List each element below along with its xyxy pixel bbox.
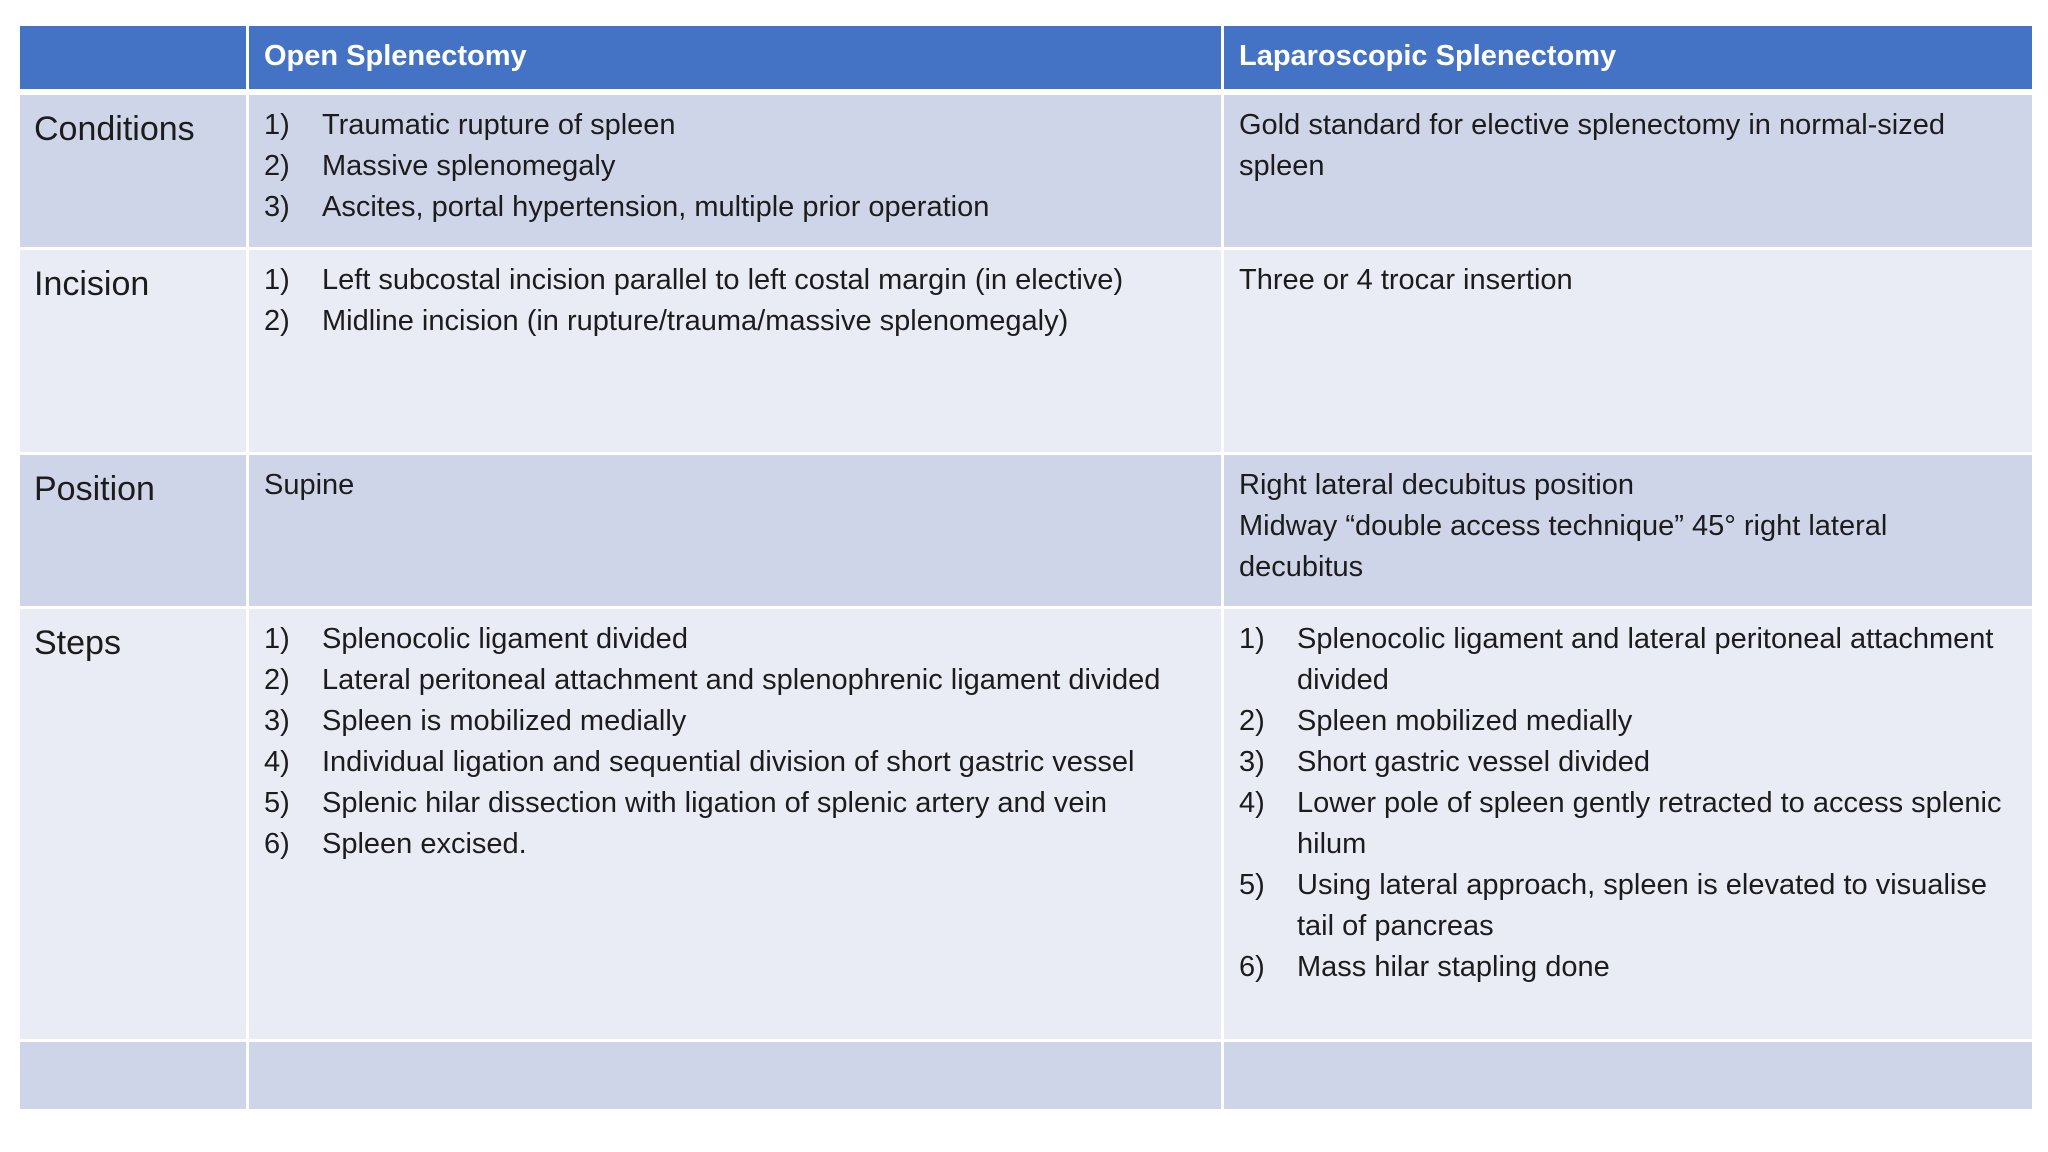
list-item: 2) Lateral peritoneal attachment and splenophrenic ligament divided (264, 664, 1161, 696)
list-item: 6) Mass hilar stapling done (1239, 951, 1610, 983)
list-item: 3) Spleen is mobilized medially (264, 705, 687, 737)
list-item: 2) Midline incision (in rupture/trauma/massive splenomegaly) (264, 305, 1069, 337)
incision-open-cell (249, 250, 1224, 455)
header-laparoscopic-splenectomy: Laparoscopic Splenectomy (1224, 26, 2032, 95)
row-label-steps: Steps (20, 609, 249, 1042)
cell-text: Three or 4 trocar insertion (1239, 264, 1573, 296)
row-label-position: Position (20, 455, 249, 609)
conditions-lap-cell (1224, 95, 2032, 250)
row-label-incision: Incision (20, 250, 249, 455)
position-lap-cell (1224, 455, 2032, 609)
cell-text: Right lateral decubitus position (1239, 469, 1634, 501)
list-item: 4) Individual ligation and sequential division of short gastric vessel (264, 746, 1135, 778)
empty-row-lap-cell (1224, 1042, 2032, 1112)
list-item: 5) Using lateral approach, spleen is elevated to visualise tail of pancreas (1239, 869, 1987, 942)
list-item: 6) Spleen excised. (264, 828, 527, 860)
list-item: 1) Splenocolic ligament and lateral peritoneal attachment divided (1239, 623, 1994, 696)
header-blank-cell (20, 26, 249, 95)
list-item: 4) Lower pole of spleen gently retracted to access splenic hilum (1239, 787, 2002, 860)
list-item: 3) Short gastric vessel divided (1239, 746, 1650, 778)
comparison-table (20, 26, 2032, 1112)
row-label-conditions: Conditions (20, 95, 249, 250)
list-item: 1) Splenocolic ligament divided (264, 623, 688, 655)
steps-lap-cell (1224, 609, 2032, 1042)
list-item: 1) Traumatic rupture of spleen (264, 109, 676, 141)
list-item: 2) Massive splenomegaly (264, 150, 616, 182)
empty-row-label-cell (20, 1042, 249, 1112)
list-item: 5) Splenic hilar dissection with ligation of splenic artery and vein (264, 787, 1108, 819)
position-open-cell (249, 455, 1224, 609)
list-item: 2) Spleen mobilized medially (1239, 705, 1633, 737)
cell-text: Midway “double access technique” 45° right lateral decubitus (1239, 510, 1888, 583)
header-open-splenectomy: Open Splenectomy (249, 26, 1224, 95)
cell-text: Supine (264, 469, 355, 501)
incision-lap-cell (1224, 250, 2032, 455)
conditions-open-cell (249, 95, 1224, 250)
cell-text: Gold standard for elective splenectomy in normal-sized spleen (1239, 109, 1945, 182)
steps-open-cell (249, 609, 1224, 1042)
empty-row-open-cell (249, 1042, 1224, 1112)
list-item: 3) Ascites, portal hypertension, multiple prior operation (264, 191, 990, 223)
list-item: 1) Left subcostal incision parallel to left costal margin (in elective) (264, 264, 1124, 296)
